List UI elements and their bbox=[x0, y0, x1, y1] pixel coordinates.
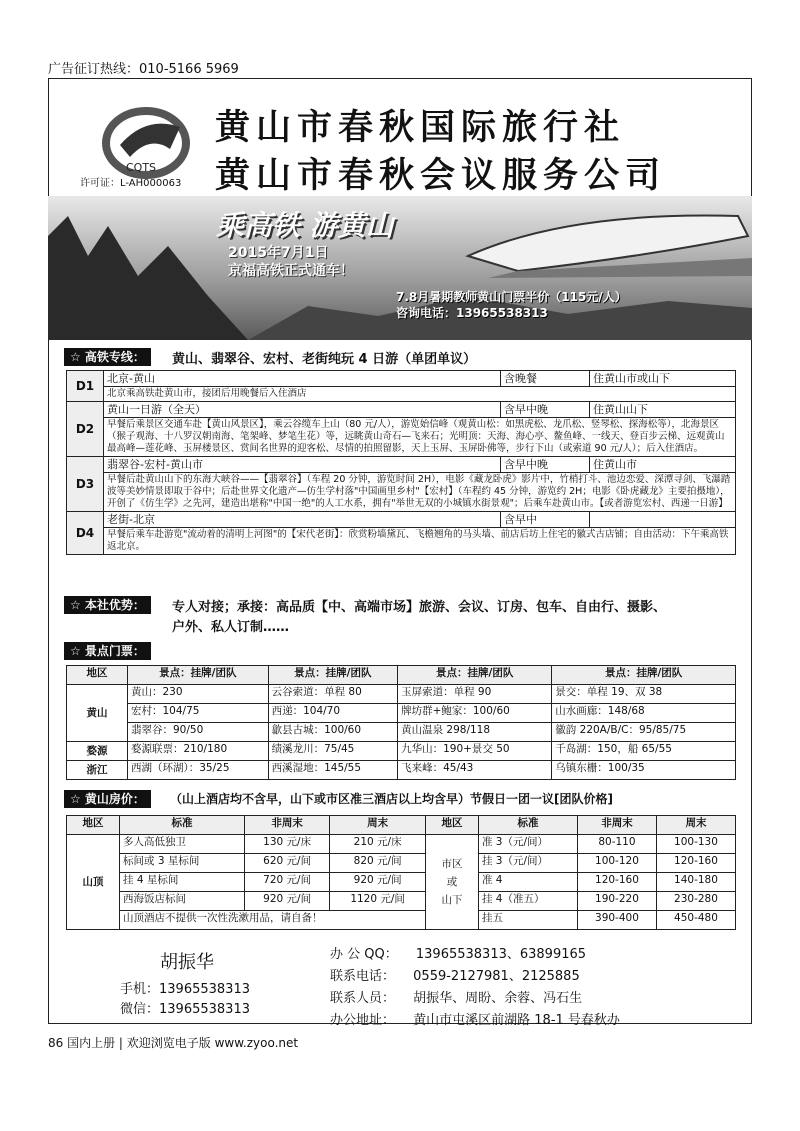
hotel-header: 周末 bbox=[330, 816, 426, 835]
ticket-header: 景点：挂牌/团队 bbox=[128, 666, 269, 685]
day-desc: 早餐后乘景区交通车赴【黄山风景区】，乘云谷缆车上山（80 元/人），游览始信峰（观黄山松：如黑虎松、龙爪松、竖琴松、探海松等），北海景区（猴子观海、十八罗汉朝南海、笔架峰、梦笔生花）等，远眺黄山奇石—飞来石；光明顶：天海、海心亭、鳌鱼峰、一线天、登百步云梯、远观黄山最高峰—莲花峰、玉屏楼景区、赏间名世界的迎客松、尽情的拍照留影，天上玉屏、玉屏卧佛等，步行下山（或索道 90 元/人）；后入住酒店。 bbox=[104, 418, 736, 457]
qq-label: 办 公 QQ： bbox=[330, 947, 398, 962]
ticket-region: 浙江 bbox=[67, 761, 128, 780]
day-meal: 含晚餐 bbox=[501, 371, 590, 387]
banner-phone: 咨询电话：13965538313 bbox=[396, 306, 548, 320]
ticket-cell: 歙县古城：100/60 bbox=[268, 723, 398, 742]
tel-label: 联系电话： bbox=[330, 969, 396, 984]
ticket-cell: 景交：单程 19、双 38 bbox=[552, 685, 736, 704]
hotel-weekday: 920 元/间 bbox=[245, 892, 330, 911]
ticket-cell: 黄山温泉 298/118 bbox=[398, 723, 552, 742]
hotel-weekday2: 100-120 bbox=[577, 854, 656, 873]
ticket-header: 景点：挂牌/团队 bbox=[268, 666, 398, 685]
ticket-region: 黄山 bbox=[67, 685, 128, 742]
ticket-cell: 黄山：230 bbox=[128, 685, 269, 704]
day-label: D3 bbox=[67, 457, 104, 512]
hotel-std2: 准 3（元/间） bbox=[478, 835, 577, 854]
hotel-weekend2: 230-280 bbox=[656, 892, 735, 911]
office-address bbox=[330, 1009, 620, 1028]
hotel-std: 多人高低独卫 bbox=[120, 835, 245, 854]
contact-mobile: 手机：13965538313 bbox=[120, 982, 250, 997]
hotel-weekday: 620 元/间 bbox=[245, 854, 330, 873]
cqts-logo-icon bbox=[100, 105, 192, 185]
hotel-weekend2: 450-480 bbox=[656, 911, 735, 930]
ticket-cell: 云谷索道：单程 80 bbox=[268, 685, 398, 704]
route-section-title: 黄山、翡翠谷、宏村、老街纯玩 4 日游（单团单议） bbox=[172, 352, 477, 367]
contact-people bbox=[330, 987, 582, 1006]
day-stay: 住黄山市或山下 bbox=[590, 371, 736, 387]
ticket-table bbox=[66, 665, 736, 780]
ticket-cell: 乌镇东栅：100/35 bbox=[552, 761, 736, 780]
ticket-region: 婺源 bbox=[67, 742, 128, 761]
hotel-std: 挂 4 星标间 bbox=[120, 873, 245, 892]
ticket-cell: 婺源联票：210/180 bbox=[128, 742, 269, 761]
office-qq bbox=[330, 943, 586, 962]
ticket-cell: 九华山：190+景交 50 bbox=[398, 742, 552, 761]
hotel-weekday2: 390-400 bbox=[577, 911, 656, 930]
day-desc: 早餐后乘车赴游览"流动着的清明上河图"的【宋代老街】：欣赏粉墙黛瓦、飞檐翘角的马头墙、前店后坊上住宅的徽式古店铺；自由活动：下午乘高铁返北京。 bbox=[104, 528, 736, 555]
hotel-header: 标准 bbox=[478, 816, 577, 835]
region-line: 或 bbox=[446, 876, 458, 888]
office-tel bbox=[330, 965, 580, 984]
hotel-weekday: 720 元/间 bbox=[245, 873, 330, 892]
banner-headline: 乘高铁 游黄山 bbox=[216, 209, 394, 242]
hotel-weekday2: 120-160 bbox=[577, 873, 656, 892]
hotel-std: 标间或 3 星标间 bbox=[120, 854, 245, 873]
hotel-weekend: 210 元/床 bbox=[330, 835, 426, 854]
itinerary-table bbox=[66, 370, 736, 555]
ticket-cell: 山水画廊：148/68 bbox=[552, 704, 736, 723]
hotel-weekday: 130 元/床 bbox=[245, 835, 330, 854]
day-stay: 住黄山市 bbox=[590, 457, 736, 473]
ticket-cell: 飞来峰：45/43 bbox=[398, 761, 552, 780]
advantage-line-1: 专人对接；承接：高品质【中、高端市场】旅游、会议、订房、包车、自由行、摄影、 bbox=[172, 600, 667, 615]
banner-date: 2015年7月1日 bbox=[228, 245, 329, 261]
hotel-header: 非周末 bbox=[577, 816, 656, 835]
ticket-cell: 西溪湿地：145/55 bbox=[268, 761, 398, 780]
license-number: 许可证：L-AH000063 bbox=[80, 178, 182, 189]
hotel-weekend2: 100-130 bbox=[656, 835, 735, 854]
hotel-header: 标准 bbox=[120, 816, 245, 835]
ticket-cell: 牌坊群+鲍家：100/60 bbox=[398, 704, 552, 723]
day-label: D4 bbox=[67, 512, 104, 555]
day-stay bbox=[590, 512, 736, 528]
ticket-cell: 绩溪龙川：75/45 bbox=[268, 742, 398, 761]
advantage-section-label: ☆ 本社优势： bbox=[64, 596, 151, 614]
ticket-cell: 宏村：104/75 bbox=[128, 704, 269, 723]
hotel-section-note: （山上酒店均不含早，山下或市区准三酒店以上均含早）节假日一团一议[团队价格] bbox=[170, 792, 613, 806]
company-title-2: 黄山市春秋会议服务公司 bbox=[215, 156, 667, 196]
ticket-cell: 玉屏索道：单程 90 bbox=[398, 685, 552, 704]
contact-wechat: 微信：13965538313 bbox=[120, 1002, 250, 1017]
day-meal: 含早中晚 bbox=[501, 457, 590, 473]
ad-hotline: 广告征订热线：010-5166 5969 bbox=[48, 62, 239, 77]
hotel-std2: 挂 3（元/间） bbox=[478, 854, 577, 873]
hotel-weekend2: 140-180 bbox=[656, 873, 735, 892]
highspeed-rail-banner bbox=[48, 196, 752, 340]
day-route: 黄山一日游（全天） bbox=[104, 402, 501, 418]
hotel-weekday2: 80-110 bbox=[577, 835, 656, 854]
hotel-std: 西海饭店标间 bbox=[120, 892, 245, 911]
route-section-label: ☆ 高铁专线： bbox=[64, 348, 151, 366]
ticket-cell: 西湖（环湖）：35/25 bbox=[128, 761, 269, 780]
day-label: D2 bbox=[67, 402, 104, 457]
banner-subline: 京福高铁正式通车！ bbox=[228, 263, 354, 279]
people-value: 胡振华、周盼、余蓉、冯石生 bbox=[413, 991, 583, 1006]
hotel-header: 非周末 bbox=[245, 816, 330, 835]
hotel-note: 山顶酒店不提供一次性洗漱用品，请自备！ bbox=[120, 911, 426, 930]
ticket-header: 景点：挂牌/团队 bbox=[552, 666, 736, 685]
day-label: D1 bbox=[67, 371, 104, 402]
day-meal: 含早中晚 bbox=[501, 402, 590, 418]
ticket-header: 地区 bbox=[67, 666, 128, 685]
day-desc: 北京乘高铁赴黄山市，接团后用晚餐后入住酒店 bbox=[104, 387, 736, 402]
ticket-cell: 千岛湖：150，船 65/55 bbox=[552, 742, 736, 761]
ticket-cell: 西递：104/70 bbox=[268, 704, 398, 723]
day-route: 老街-北京 bbox=[104, 512, 501, 528]
hotel-weekend: 920 元/间 bbox=[330, 873, 426, 892]
hotel-std2: 挂五 bbox=[478, 911, 577, 930]
hotel-section-label: ☆ 黄山房价： bbox=[64, 790, 151, 808]
page-footer: 86 国内上册 | 欢迎浏览电子版 www.zyoo.net bbox=[48, 1036, 299, 1050]
day-stay: 住黄山山下 bbox=[590, 402, 736, 418]
hotel-weekend: 820 元/间 bbox=[330, 854, 426, 873]
tel-value: 0559-2127981、2125885 bbox=[413, 969, 580, 984]
day-route: 翡翠谷-宏村-黄山市 bbox=[104, 457, 501, 473]
hotel-header: 周末 bbox=[656, 816, 735, 835]
hotel-region-left: 山顶 bbox=[67, 835, 120, 930]
ticket-header: 景点：挂牌/团队 bbox=[398, 666, 552, 685]
hotel-weekday2: 190-220 bbox=[577, 892, 656, 911]
hotel-weekend: 1120 元/间 bbox=[330, 892, 426, 911]
banner-promo: 7.8月暑期教师黄山门票半价（115元/人） bbox=[396, 290, 627, 304]
contact-name: 胡振华 bbox=[160, 952, 214, 973]
advantage-line-2: 户外、私人订制…… bbox=[172, 620, 290, 635]
ticket-cell: 翡翠谷：90/50 bbox=[128, 723, 269, 742]
region-line: 山下 bbox=[441, 894, 463, 906]
hotel-header: 地区 bbox=[67, 816, 120, 835]
ticket-cell: 徽韵 220A/B/C：95/85/75 bbox=[552, 723, 736, 742]
people-label: 联系人员： bbox=[330, 991, 396, 1006]
day-desc: 早餐后赴黄山山下的东海大峡谷——【翡翠谷】（车程 20 分钟，游览时间 2H），电影《藏龙卧虎》影片中，竹梢打斗、池边恋爱、深潭寻剑、飞瀑踏波等美妙情景即取于谷中；后赴世界文化遗产—仿生学村落"中国画里乡村"【宏村】（车程约 45 分钟，游览约 2H；电影《卧虎藏龙》主要拍摄地），开创了《仿生学》之先河，建造出堪称"中国一绝"的人工水系，拥有"举世无双的小城镇水街景观"；后乘车赴黄山市。【或者游览宏村、西递一日游】 bbox=[104, 473, 736, 512]
day-meal: 含早中 bbox=[501, 512, 590, 528]
hotel-region-right bbox=[425, 835, 478, 930]
hotel-std2: 挂 4（准五） bbox=[478, 892, 577, 911]
hotel-std2: 准 4 bbox=[478, 873, 577, 892]
svg-text:CQTS: CQTS bbox=[126, 161, 157, 174]
hotel-weekend2: 120-160 bbox=[656, 854, 735, 873]
hotel-price-table bbox=[66, 815, 736, 930]
addr-value: 黄山市屯溪区前湖路 18-1 号春秋办 bbox=[413, 1013, 620, 1028]
ticket-section-label: ☆ 景点门票： bbox=[64, 642, 151, 660]
company-title-1: 黄山市春秋国际旅行社 bbox=[215, 108, 626, 148]
qq-value: 13965538313、63899165 bbox=[415, 947, 587, 962]
hotel-header: 地区 bbox=[425, 816, 478, 835]
day-route: 北京-黄山 bbox=[104, 371, 501, 387]
region-line: 市区 bbox=[441, 858, 463, 870]
addr-label: 办公地址： bbox=[330, 1013, 396, 1028]
